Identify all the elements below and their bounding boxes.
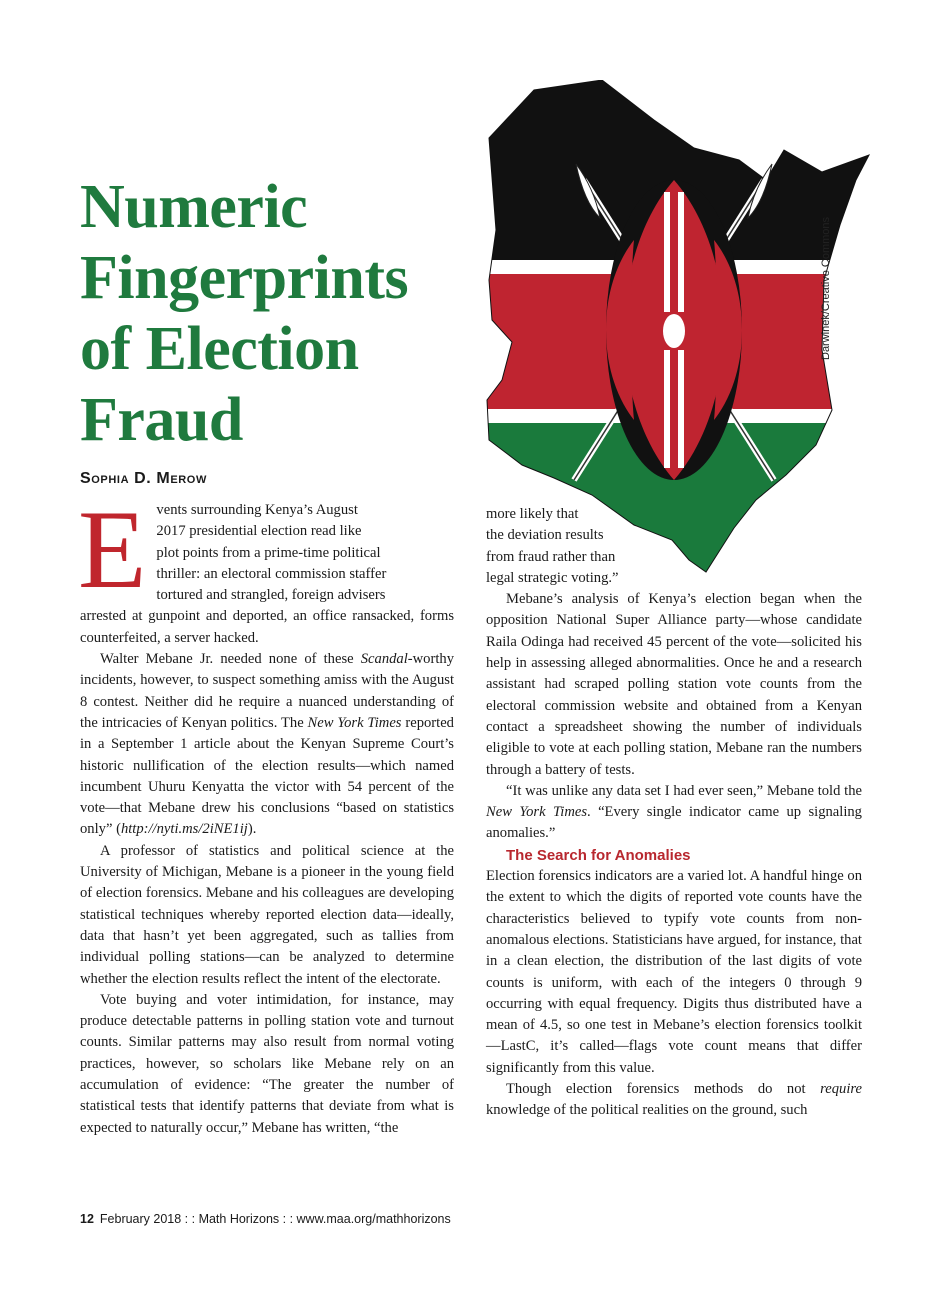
continued-quote bbox=[486, 504, 862, 589]
page-footer bbox=[80, 1212, 451, 1226]
paragraph: Election forensics indicators are a varied lot. A handful hinge on the extent to which the digits of reported vote counts have the characteristics believed to typify vote counts from non-anomalous elections. Statisticians have argued, for instance, that in a clean election, the distribution of the last digits of vote counts is uniform, with each of the integers 0 through 9 occurring with equal frequency. Digits thus distributed have a mean of 4.5, so one test in Mebane’s election forensics toolkit—LastC, it’s called—flags vote count means that differ significantly from this value. bbox=[486, 868, 862, 1076]
emphasis: require bbox=[820, 1081, 862, 1098]
paragraph bbox=[486, 1079, 862, 1122]
title-line: of Election bbox=[80, 315, 359, 383]
text-line: 2017 presidential election read like bbox=[156, 523, 362, 540]
text-line: vents surrounding Kenya’s August bbox=[156, 502, 358, 518]
emphasis: New York Times bbox=[486, 804, 588, 821]
author-byline: Sophia D. Merow bbox=[80, 470, 207, 487]
page-number: 12 bbox=[80, 1212, 94, 1226]
url-link[interactable]: http://nyti.ms/2iNE1ij bbox=[120, 821, 248, 838]
text-line: thriller: an electoral commission staffer bbox=[156, 565, 387, 582]
paragraph: A professor of statistics and political science at the University of Michigan, Mebane is a pioneer in the young field of election forensics. Mebane and his colleagues are developing statistical techniques whereby reported election data—ideally, data that hasn’t yet been aggregated, such as tallies from individual polling stations—can be analyzed to determine whether the election results reflect the intent of the electorate. bbox=[80, 842, 454, 987]
title-line: Numeric bbox=[80, 173, 308, 241]
column-left bbox=[78, 488, 454, 1139]
text-run: Though election forensics methods do not bbox=[506, 1081, 821, 1098]
text-run: . “Every single indicator came up signaling anomalies.” bbox=[486, 804, 862, 842]
column-right bbox=[486, 504, 862, 1122]
footer-text: February 2018 : : Math Horizons : : www.maa.org/mathhorizons bbox=[99, 1212, 451, 1226]
text-run: -worthy incidents, however, to suspect something amiss with the August 8 contest. Neither did he require a nuanced understanding of the intricacies of Kenyan politics. The bbox=[80, 651, 454, 731]
drop-cap: E bbox=[78, 488, 147, 612]
paragraph: Vote buying and voter intimidation, for instance, may produce detectable patterns in polling station vote and turnout counts. Similar patterns may also result from normal voting practices, however, so scholars like Mebane rely on an accumulation of evidence: “The greater the number of statistical tests that identify patterns that deviate from what is expected to naturally occur,” Mebane has written, “the bbox=[80, 991, 454, 1136]
article-title bbox=[80, 172, 480, 456]
text-run: “It was unlike any data set I had ever seen,” Mebane told the bbox=[506, 782, 862, 799]
image-credit: Darwinek/Creative Commons bbox=[820, 216, 832, 360]
emphasis: New York Times bbox=[307, 714, 402, 731]
text-run: knowledge of the political realities on the ground, such bbox=[486, 1102, 808, 1119]
paragraph bbox=[486, 781, 862, 845]
text-run: reported in a September 1 article about the Kenyan Supreme Court’s historic nullification of the election results—which named incumbent Uhuru Kenyatta the victor with 54 percent of the vote—that Mebane drew his conclusions “based on statistics only” ( bbox=[80, 714, 454, 838]
text-line: legal strategic voting.” bbox=[486, 569, 619, 586]
text-line: tortured and strangled, foreign advisers bbox=[156, 587, 386, 604]
text-run: ). bbox=[247, 821, 257, 838]
text-line: more likely that bbox=[486, 506, 579, 522]
title-line: Fraud bbox=[80, 386, 243, 454]
text-line: plot points from a prime-time political bbox=[156, 544, 381, 561]
text-line: from fraud rather than bbox=[486, 548, 616, 565]
text-run: Walter Mebane Jr. needed none of these bbox=[100, 651, 361, 668]
paragraph bbox=[80, 649, 454, 841]
text-run: arrested at gunpoint and deported, an office ransacked, forms counterfeited, a server hacked. bbox=[80, 608, 454, 646]
title-line: Fingerprints bbox=[80, 244, 409, 312]
emphasis: Scandal bbox=[360, 651, 408, 668]
paragraph: Mebane’s analysis of Kenya’s election began when the opposition National Super Alliance party—whose candidate Raila Odinga had received 45 percent of the vote—solicited his help in assessing alleged abnormalities. Once he and a research assistant had scraped polling station vote counts from the electoral commission website and obtained from a Kenyan contact a spreadsheet showing the number of individuals eligible to vote at each polling station, Mebane ran the numbers through a battery of tests. bbox=[486, 591, 862, 778]
opening-paragraph bbox=[78, 488, 454, 649]
section-heading: The Search for Anomalies bbox=[506, 846, 691, 864]
text-line: the deviation results bbox=[486, 527, 604, 544]
